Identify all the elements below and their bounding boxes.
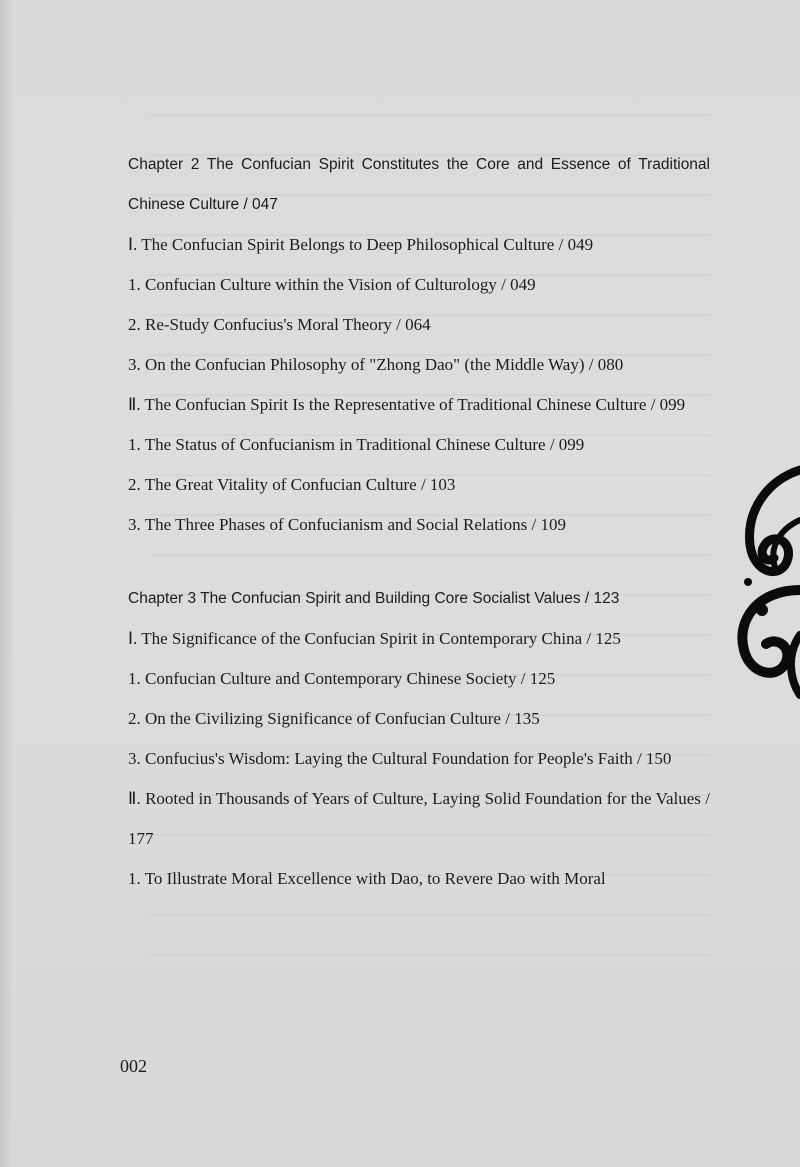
toc-entry: 1. Confucian Culture within the Vision of Culturology / 049 <box>128 275 536 294</box>
page-number: 002 <box>120 1056 147 1076</box>
toc-entry: 1. Confucian Culture and Contemporary Chinese Society / 125 <box>128 669 556 688</box>
toc-entry: 1. The Status of Confucianism in Traditional Chinese Culture / 099 <box>128 435 585 454</box>
toc-entry: Ⅱ. Rooted in Thousands of Years of Culture, Laying Solid Foundation for the Values / 177 <box>128 789 710 848</box>
chapter-2-title: Chapter 2 The Confucian Spirit Constitutes the Core and Essence of Traditional Chinese Culture / 047 <box>128 156 710 213</box>
toc-entry: Ⅰ. The Confucian Spirit Belongs to Deep Philosophical Culture / 049 <box>128 235 594 254</box>
toc-entry: Ⅱ. The Confucian Spirit Is the Representative of Traditional Chinese Culture / 099 <box>128 395 686 414</box>
toc-entry: 3. The Three Phases of Confucianism and Social Relations / 109 <box>128 515 566 534</box>
toc-entry: 2. The Great Vitality of Confucian Culture / 103 <box>128 475 456 494</box>
toc-entry: Ⅰ. The Significance of the Confucian Spirit in Contemporary China / 125 <box>128 629 621 648</box>
page-edge-shadow <box>0 0 14 1167</box>
decorative-swirl-ornament <box>728 460 800 700</box>
chapter-gap <box>128 545 710 579</box>
toc-entry: 3. On the Confucian Philosophy of "Zhong Dao" (the Middle Way) / 080 <box>128 355 624 374</box>
toc-entry: 1. To Illustrate Moral Excellence with Dao, to Revere Dao with Moral <box>128 869 606 888</box>
table-of-contents <box>128 145 710 899</box>
toc-entry: 3. Confucius's Wisdom: Laying the Cultural Foundation for People's Faith / 150 <box>128 749 672 768</box>
toc-entry: 2. Re-Study Confucius's Moral Theory / 064 <box>128 315 431 334</box>
chapter-3-title: Chapter 3 The Confucian Spirit and Building Core Socialist Values / 123 <box>128 590 620 607</box>
toc-entry: 2. On the Civilizing Significance of Confucian Culture / 135 <box>128 709 540 728</box>
